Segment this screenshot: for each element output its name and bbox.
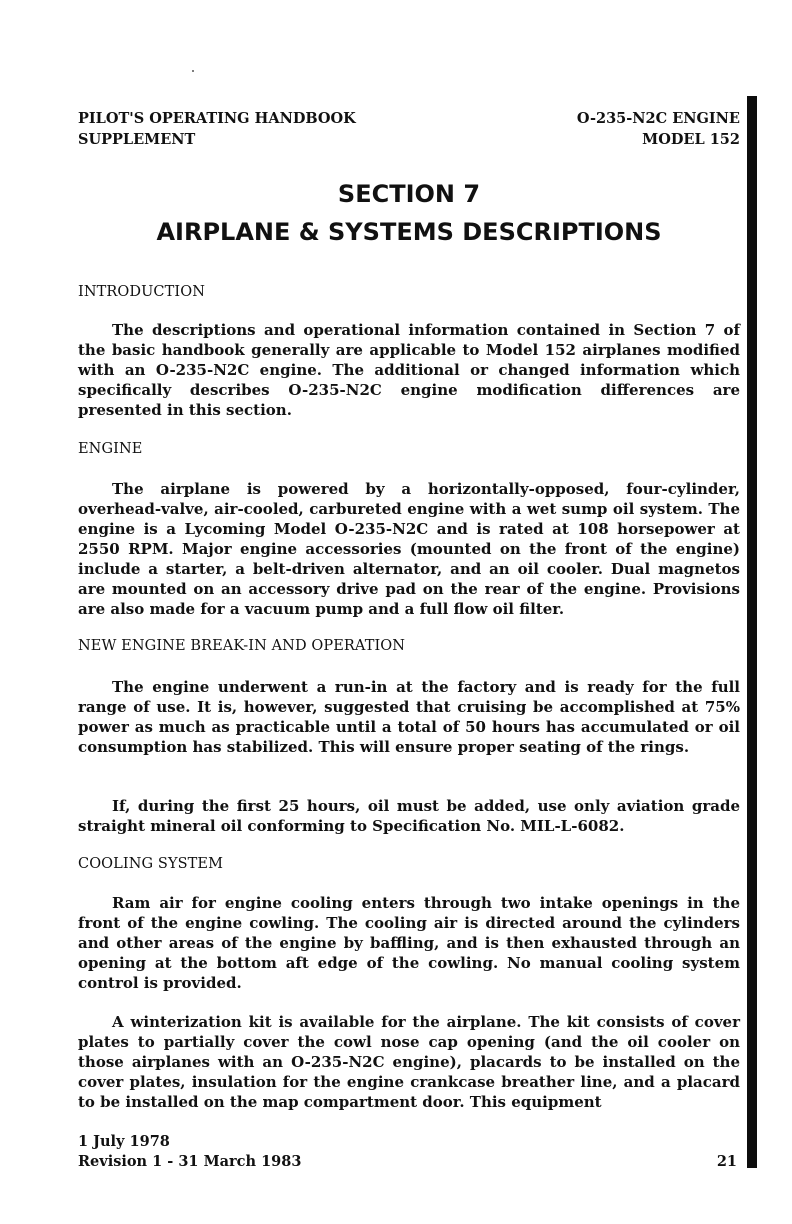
header-model: MODEL 152	[642, 131, 740, 148]
heading-introduction: INTRODUCTION	[78, 284, 206, 300]
header-right	[577, 108, 740, 150]
paragraph-engine: The airplane is powered by a horizontally-opposed, four-cylinder, overhead-valve, air-cooled, carbureted engine with a wet sump oil system. The engine is a Lycoming Model O-235-N2C and is rated at 108 horsepower at 2550 RPM. Major engine accessories (mounted on the front of the engine) include a starter, a belt-driven alternator, and an oil cooler. Dual magnetos are mounted on an accessory drive pad on the rear of the engine. Provisions are also made for a vacuum pump and a full flow oil filter.	[78, 480, 740, 618]
page-number: 21	[716, 1153, 737, 1170]
footer-date: 1 July 1978	[78, 1133, 170, 1150]
section-number: SECTION 7	[337, 180, 481, 208]
footer-revision: Revision 1 - 31 March 1983	[78, 1153, 302, 1170]
paragraph-break-in-1: The engine underwent a run-in at the factory and is ready for the full range of use. It is, however, suggested that cruising be accomplished at 75% power as much as practicable until a total of 50 hours has accumulated or oil consumption has stabilized. This will ensure proper seating of the rings.	[78, 678, 740, 756]
speck	[192, 70, 194, 72]
header-title: PILOT'S OPERATING HANDBOOK	[78, 110, 356, 127]
paragraph-cooling-1: Ram air for engine cooling enters through two intake openings in the front of the engine cowling. The cooling air is directed around the cylinders and other areas of the engine by baffling, and is then exhausted through an opening at the bottom aft edge of the cowling. No manual cooling system control is provided.	[78, 894, 740, 992]
section-title: AIRPLANE & SYSTEMS DESCRIPTIONS	[156, 218, 662, 246]
paragraph-introduction: The descriptions and operational information contained in Section 7 of the basic handbook generally are applicable to Model 152 airplanes modified with an O-235-N2C engine. The additional or changed information which specifically describes O-235-N2C engine modification differences are presented in this section.	[78, 321, 740, 419]
heading-cooling-system: COOLING SYSTEM	[78, 856, 224, 872]
header-subtitle: SUPPLEMENT	[78, 131, 196, 148]
paragraph-cooling-2: A winterization kit is available for the airplane. The kit consists of cover plates to partially cover the cowl nose cap opening (and the oil cooler on those airplanes with an O-235-N2C engine), placards to be installed on the cover plates, insulation for the engine crankcase breather line, and a placard to be installed on the map compartment door. This equipment	[78, 1013, 740, 1111]
header-engine: O-235-N2C ENGINE	[576, 110, 740, 127]
heading-break-in: NEW ENGINE BREAK-IN AND OPERATION	[78, 638, 406, 654]
footer-left	[78, 1132, 301, 1172]
heading-engine: ENGINE	[78, 441, 143, 457]
revision-bar	[747, 96, 757, 1168]
header-left	[78, 108, 356, 150]
paragraph-break-in-2: If, during the first 25 hours, oil must be added, use only aviation grade straight mineral oil conforming to Specification No. MIL-L-6082.	[78, 797, 740, 835]
